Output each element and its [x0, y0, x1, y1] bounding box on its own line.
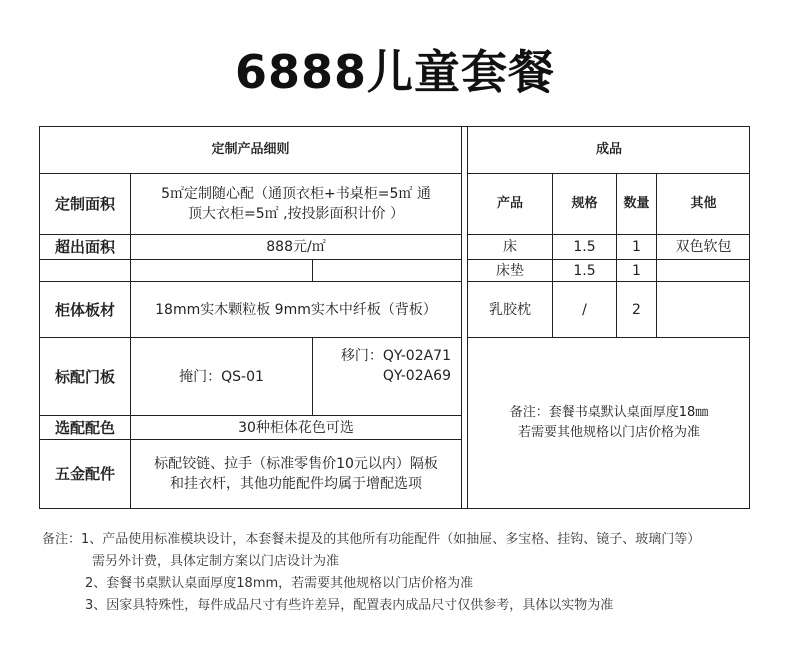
note-line-3: 2、套餐书桌默认桌面厚度18mm，若需要其他规格以门店价格为准 — [85, 576, 474, 591]
row-label-extra-area: 超出面积 — [54, 238, 115, 256]
cabinet-board-value: 18mm实木颗粒板 9mm实木中纤板（背板） — [155, 301, 437, 318]
row-label-color-options: 选配配色 — [54, 418, 115, 437]
color-options-value: 30种柜体花色可选 — [238, 419, 354, 436]
right-note-line2: 若需要其他规格以门店价格为准 — [517, 425, 700, 440]
table-cell: 1.5 — [573, 239, 596, 255]
left-table-header: 定制产品细则 — [211, 142, 290, 157]
extra-area-value: 888元/㎡ — [266, 239, 326, 255]
table-cell — [657, 282, 750, 337]
row-label-cabinet-board: 柜体板材 — [54, 300, 115, 319]
right-table-note — [468, 338, 750, 508]
table-cell: 双色软包 — [675, 239, 732, 255]
table-cell: 乳胶枕 — [489, 301, 531, 318]
divider — [312, 259, 313, 281]
table-cell: 床垫 — [496, 262, 524, 279]
custom-area-line2: 顶大衣柜=5㎡ ,按投影面积计价 ） — [188, 206, 404, 222]
custom-area-line1: 5㎡定制随心配（通顶衣柜+书桌柜=5㎡ 通 — [161, 186, 431, 202]
col-header-qty: 数量 — [623, 196, 650, 211]
custom-area-value — [131, 174, 461, 234]
row-label-door-panel: 标配门板 — [54, 367, 115, 386]
sliding-door-value — [313, 338, 461, 415]
package-table — [39, 126, 750, 509]
table-cell: 1 — [632, 239, 641, 255]
col-header-product: 产品 — [496, 196, 523, 211]
hardware-line1: 标配铰链、拉手（标准零售价10元以内）隔板 — [154, 456, 438, 472]
sliding-door-line2: QY-02A69 — [382, 368, 451, 384]
col-header-spec: 规格 — [571, 196, 598, 211]
col-header-other: 其他 — [690, 196, 717, 211]
table-cell: 1.5 — [573, 262, 596, 279]
table-cell — [657, 260, 750, 281]
row-label-hardware: 五金配件 — [54, 465, 115, 483]
note-line-2: 需另外计费，具体定制方案以门店设计为准 — [92, 554, 340, 569]
divider — [461, 127, 462, 508]
swing-door-value: 掩门：QS-01 — [179, 368, 264, 385]
right-note-line1: 备注：套餐书桌默认桌面厚度18㎜ — [509, 405, 709, 420]
sliding-door-line1: 移门：QY-02A71 — [340, 348, 451, 364]
divider — [40, 259, 462, 260]
note-line-4: 3、因家具特殊性，每件成品尺寸有些许差异，配置表内成品尺寸仅供参考，具体以实物为准 — [85, 598, 614, 613]
table-cell: 1 — [632, 262, 641, 279]
hardware-value — [131, 440, 461, 508]
row-label-custom-area: 定制面积 — [54, 195, 115, 213]
table-cell: 床 — [503, 239, 517, 255]
page-title: 6888儿童套餐 — [234, 45, 556, 99]
table-cell: 2 — [632, 301, 641, 318]
right-table-header: 成品 — [595, 142, 622, 157]
table-cell: / — [582, 301, 587, 318]
hardware-line2: 和挂衣杆，其他功能配件均属于增配选项 — [170, 476, 422, 492]
note-line-1: 备注：1、产品使用标准模块设计，本套餐未提及的其他所有功能配件（如抽屉、多宝格、挂钩、镜子、玻璃门等） — [42, 532, 701, 547]
